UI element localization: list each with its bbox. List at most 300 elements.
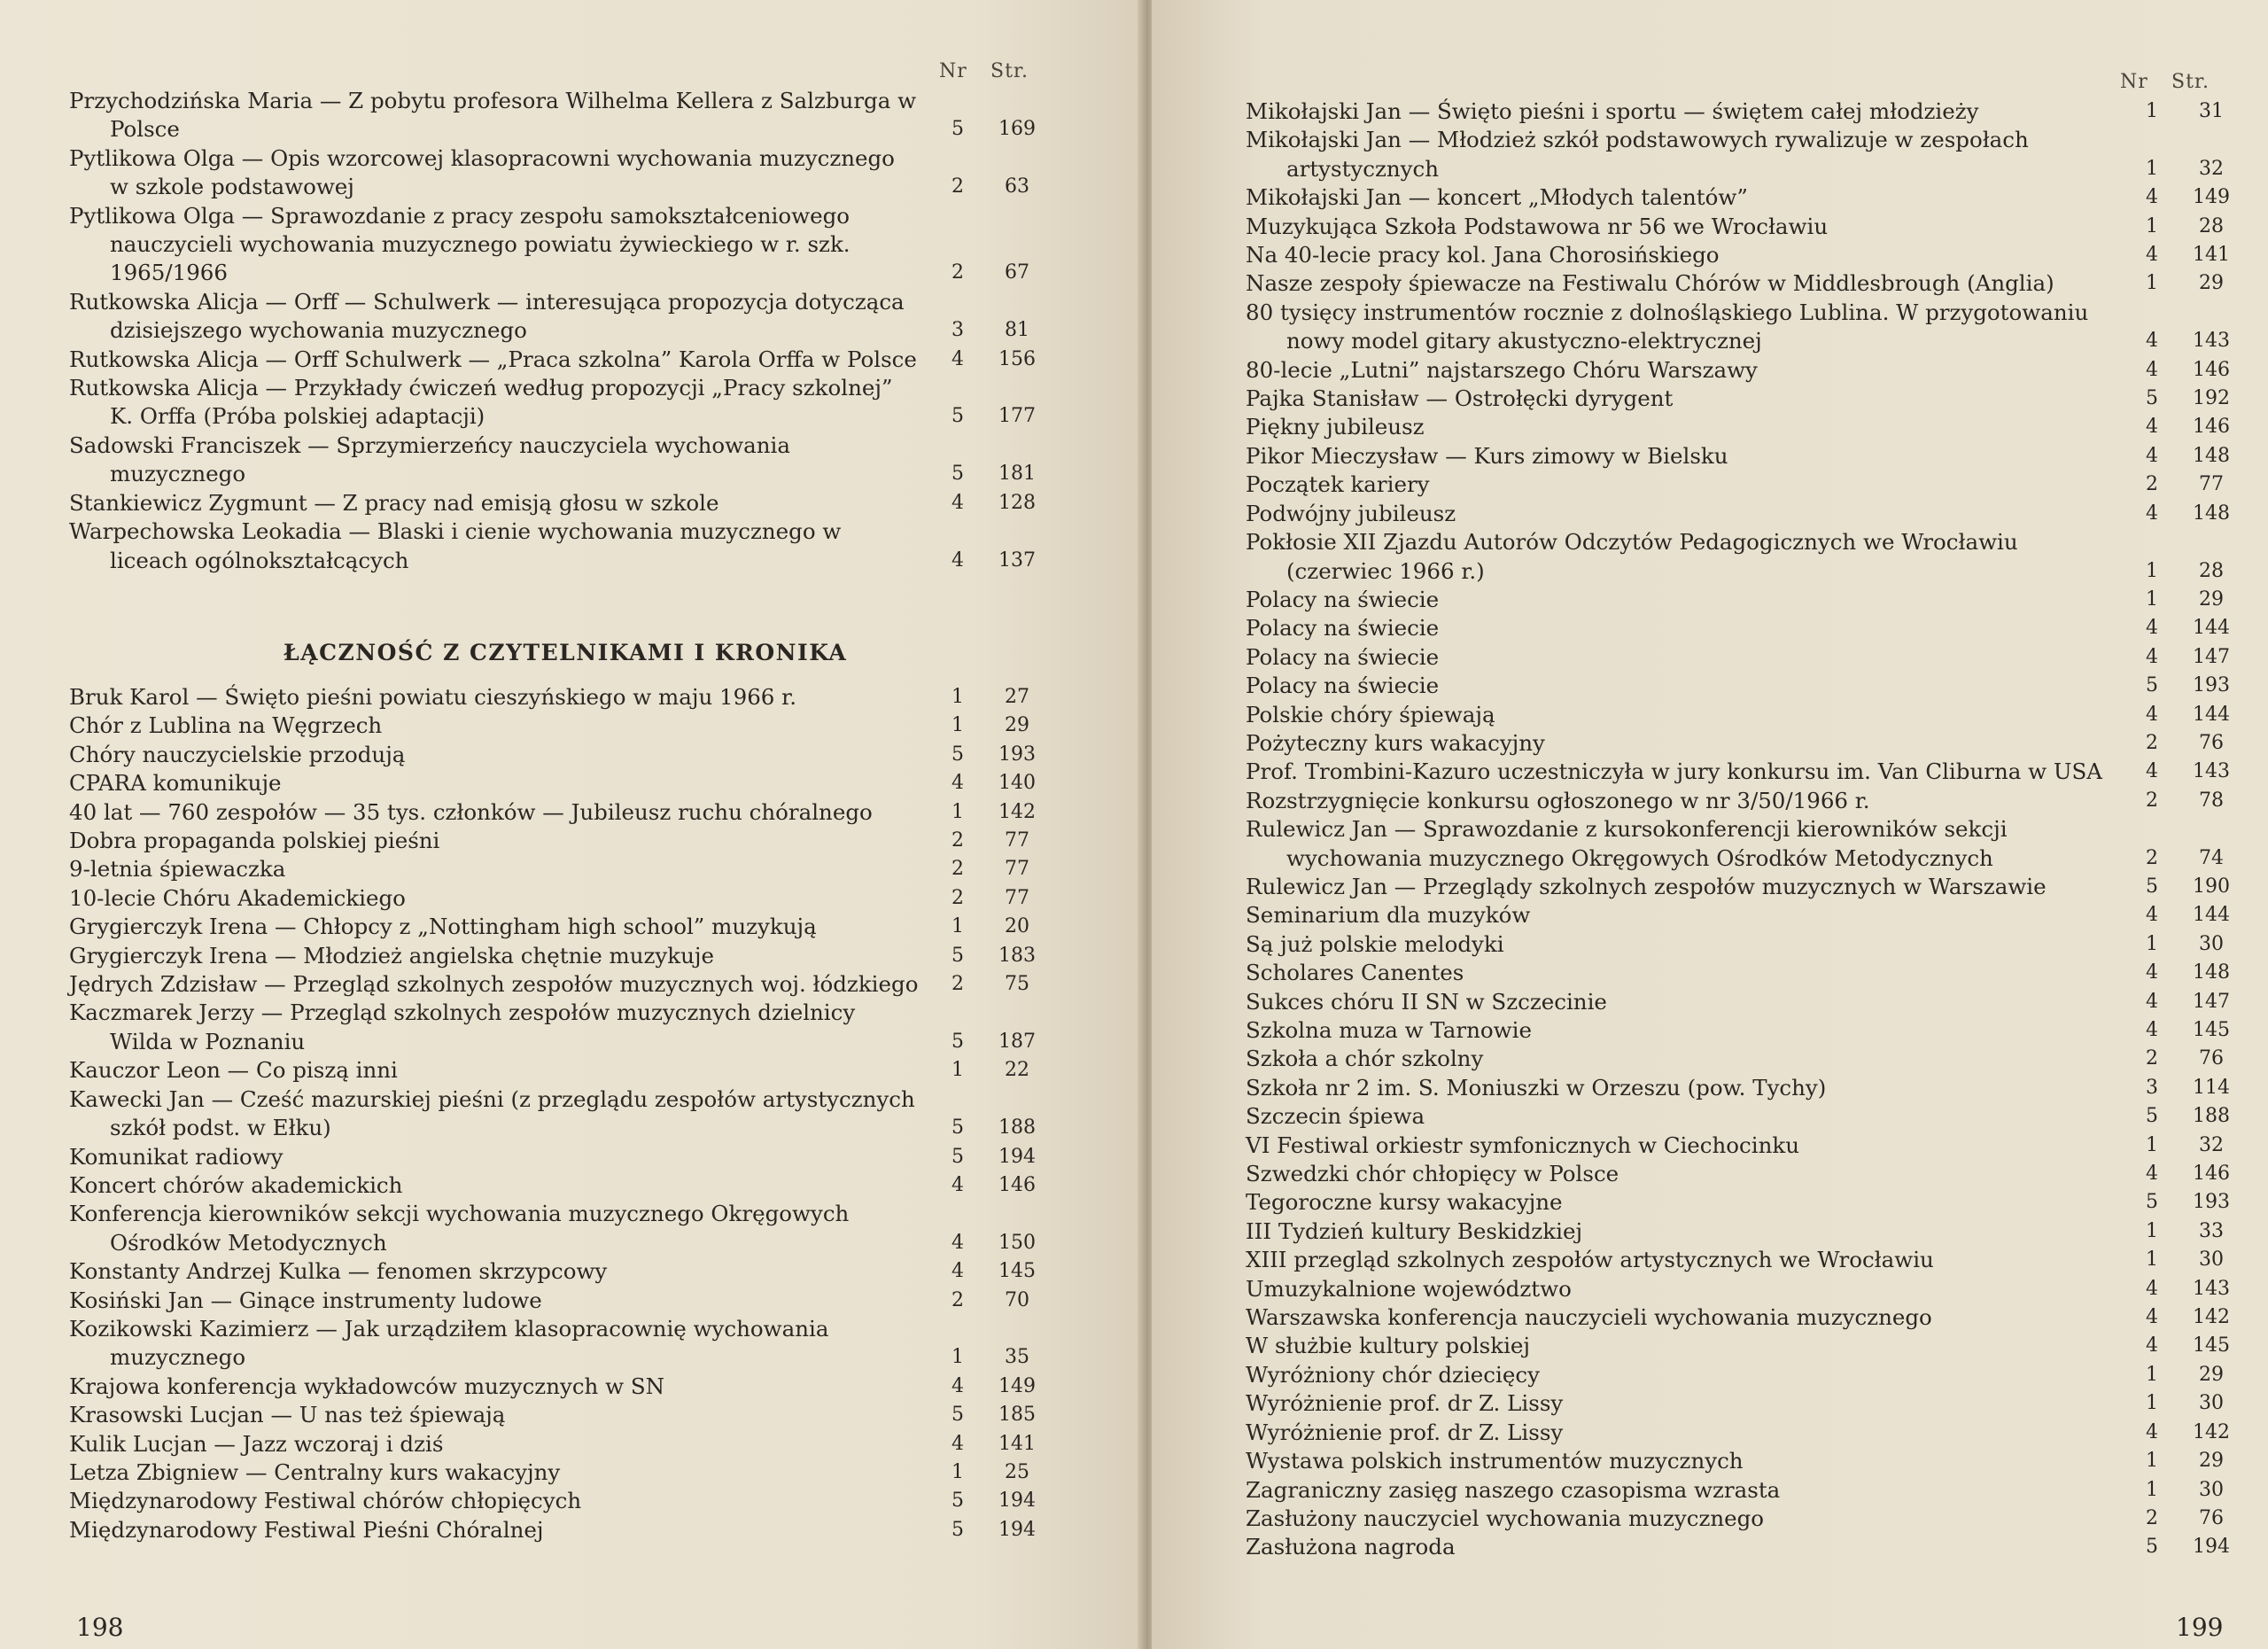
entry-title: Chór z Lublina na Węgrzech	[69, 712, 383, 739]
index-entry	[1246, 1389, 2247, 1418]
index-entry	[1246, 269, 2247, 298]
entry-page-number: 150	[998, 1231, 1036, 1254]
entry-page-number: 183	[998, 944, 1036, 967]
entry-page-number: 193	[2193, 674, 2230, 697]
entry-issue-number: 2	[951, 858, 964, 881]
entry-issue-number: 4	[951, 1173, 964, 1196]
index-entry	[69, 1401, 1052, 1429]
index-entry	[1246, 873, 2247, 901]
entry-issue-number: 5	[951, 405, 964, 428]
entry-page-number: 77	[1005, 886, 1029, 909]
entry-page-number: 29	[2199, 587, 2224, 611]
entry-issue-number: 4	[2146, 703, 2158, 726]
entry-title: Polskie chóry śpiewają	[1246, 701, 1495, 727]
index-entry	[1246, 299, 2247, 356]
entry-title: Tegoroczne kursy wakacyjne	[1246, 1189, 1563, 1216]
index-entry	[1246, 1275, 2247, 1303]
entry-title: Szkoła nr 2 im. S. Moniuszki w Orzeszu (pow. Tychy)	[1246, 1074, 1827, 1101]
entry-issue-number: 5	[2146, 387, 2158, 410]
entry-page-number: 142	[998, 800, 1036, 823]
entry-issue-number: 4	[951, 1374, 964, 1397]
entry-title: Rulewicz Jan — Przeglądy szkolnych zespołów muzycznych w Warszawie	[1246, 873, 2047, 899]
entry-page-number: 148	[2193, 444, 2230, 467]
index-entry	[1246, 1476, 2247, 1505]
index-entry	[69, 144, 1052, 202]
entry-page-number: 146	[2193, 358, 2230, 381]
entry-page-number: 78	[2199, 789, 2224, 812]
index-entry	[69, 683, 1052, 712]
entry-page-number: 29	[2199, 1363, 2224, 1386]
index-entry	[69, 913, 1052, 941]
entry-page-number: 190	[2193, 875, 2230, 898]
entry-issue-number: 4	[2146, 244, 2158, 267]
entry-page-number: 141	[2193, 244, 2230, 267]
index-entry	[69, 87, 1052, 144]
entry-page-number: 193	[2193, 1191, 2230, 1214]
entry-page-number: 76	[2199, 731, 2224, 754]
entry-title: Zagraniczny zasięg naszego czasopisma wzrasta	[1246, 1476, 1781, 1503]
column-headers-left	[939, 60, 1042, 82]
entry-page-number: 30	[2199, 1248, 2224, 1272]
index-entry	[1246, 442, 2247, 471]
entry-page-number: 27	[1005, 686, 1029, 708]
entry-page-number: 137	[998, 548, 1036, 572]
entry-issue-number: 5	[951, 944, 964, 967]
entry-issue-number: 1	[2146, 214, 2158, 237]
entry-issue-number: 5	[951, 1404, 964, 1427]
entry-issue-number: 4	[2146, 1420, 2158, 1443]
entry-issue-number: 2	[2146, 1047, 2158, 1070]
index-entry	[1246, 1160, 2247, 1188]
index-entry	[69, 1257, 1052, 1286]
entry-title: Pożyteczny kurs wakacyjny	[1246, 729, 1545, 756]
entry-title: Wyróżnienie prof. dr Z. Lissy	[1246, 1419, 1564, 1445]
entry-issue-number: 4	[2146, 645, 2158, 668]
entry-issue-number: 4	[951, 1432, 964, 1455]
index-entry	[69, 970, 1052, 999]
entry-page-number: 181	[998, 463, 1036, 486]
entry-title: Mikołajski Jan — koncert „Młodych talentów”	[1246, 184, 1748, 211]
entry-issue-number: 4	[2146, 990, 2158, 1013]
index-entry	[69, 1458, 1052, 1487]
index-entry	[69, 346, 1052, 374]
entry-title: Kozikowski Kazimierz — Jak urządziłem klasopracownię wychowania muzycznego	[69, 1315, 829, 1371]
entry-issue-number: 1	[951, 1346, 964, 1369]
entry-issue-number: 2	[951, 175, 964, 198]
entry-title: Scholares Canentes	[1246, 960, 1464, 986]
entry-title: Polacy na świecie	[1246, 673, 1440, 699]
entry-issue-number: 5	[951, 118, 964, 141]
index-entry	[69, 1373, 1052, 1401]
entry-issue-number: 4	[951, 491, 964, 514]
entry-page-number: 76	[2199, 1047, 2224, 1070]
entry-page-number: 194	[998, 1145, 1036, 1168]
entry-title: Grygierczyk Irena — Młodzież angielska chętnie muzykuje	[69, 942, 714, 968]
entry-title: Pytlikowa Olga — Opis wzorcowej klasopracowni wychowania muzycznego w szkole podstawowej	[69, 144, 895, 200]
entry-title: Pikor Mieczysław — Kurs zimowy w Bielsku	[1246, 442, 1728, 469]
entry-page-number: 74	[2199, 846, 2224, 869]
entry-title: Rutkowska Alicja — Orff Schulwerk — „Praca szkolna” Karola Orffa w Polsce	[69, 346, 917, 372]
index-list-continued	[1246, 97, 2247, 1562]
index-entry	[69, 202, 1052, 288]
entry-page-number: 114	[2193, 1076, 2230, 1099]
entry-page-number: 22	[1005, 1059, 1029, 1082]
entry-page-number: 149	[2193, 186, 2230, 209]
entry-title: III Tydzień kultury Beskidzkiej	[1246, 1217, 1583, 1244]
nr-header: Nr	[939, 60, 967, 82]
entry-issue-number: 4	[2146, 358, 2158, 381]
entry-title: Rutkowska Alicja — Przykłady ćwiczeń według propozycji „Pracy szkolnej” K. Orffa (Próba polskiej adaptacji)	[69, 375, 893, 430]
index-entry	[1246, 1246, 2247, 1274]
entry-page-number: 81	[1005, 319, 1029, 342]
index-entry	[69, 798, 1052, 827]
entry-page-number: 76	[2199, 1506, 2224, 1529]
entry-page-number: 142	[2193, 1306, 2230, 1329]
entry-title: Szkoła a chór szkolny	[1246, 1046, 1484, 1072]
entry-title: CPARA komunikuje	[69, 770, 282, 797]
entry-title: Sadowski Franciszek — Sprzymierzeńcy nauczyciela wychowania muzycznego	[69, 432, 790, 487]
index-entry	[1246, 356, 2247, 385]
str-header: Str.	[990, 60, 1029, 82]
entry-title: Nasze zespoły śpiewacze na Festiwalu Chórów w Middlesbrough (Anglia)	[1246, 270, 2054, 297]
index-entry	[1246, 758, 2247, 786]
page-number-left: 198	[76, 1613, 124, 1642]
index-entry	[1246, 1045, 2247, 1073]
entry-page-number: 146	[2193, 416, 2230, 439]
index-entry	[1246, 385, 2247, 413]
entry-page-number: 30	[2199, 1478, 2224, 1501]
index-entry	[1246, 1505, 2247, 1533]
index-entry	[1246, 729, 2247, 758]
entry-page-number: 193	[998, 743, 1036, 766]
entry-title: Rutkowska Alicja — Orff — Schulwerk — interesująca propozycja dotycząca dzisiejszego wychowania muzycznego	[69, 288, 905, 344]
entry-title: Komunikat radiowy	[69, 1143, 284, 1170]
entry-issue-number: 5	[2146, 1105, 2158, 1128]
entry-issue-number: 1	[2146, 1133, 2158, 1156]
section-title: ŁĄCZNOŚĆ Z CZYTELNIKAMI I KRONIKA	[284, 640, 848, 665]
entry-issue-number: 4	[2146, 444, 2158, 467]
entry-page-number: 146	[2193, 1163, 2230, 1186]
entry-issue-number: 4	[2146, 961, 2158, 984]
entry-issue-number: 1	[951, 1059, 964, 1082]
entry-page-number: 20	[1005, 915, 1029, 938]
entry-issue-number: 3	[951, 319, 964, 342]
index-entry	[69, 1085, 1052, 1143]
entry-page-number: 185	[998, 1404, 1036, 1427]
index-entry	[1246, 183, 2247, 212]
entry-title: Mikołajski Jan — Święto pieśni i sportu — świętem całej młodzieży	[1246, 98, 1979, 124]
entry-title: Koncert chórów akademickich	[69, 1171, 403, 1198]
entry-page-number: 145	[998, 1260, 1036, 1283]
index-entry	[69, 1487, 1052, 1515]
index-entry	[69, 489, 1052, 517]
entry-page-number: 30	[2199, 932, 2224, 955]
entry-title: Kosiński Jan — Ginące instrumenty ludowe	[69, 1287, 542, 1313]
entry-issue-number: 4	[2146, 617, 2158, 640]
entry-page-number: 194	[2193, 1536, 2230, 1559]
entry-title: Wyróżnienie prof. dr Z. Lissy	[1246, 1390, 1564, 1417]
entry-issue-number: 2	[2146, 473, 2158, 496]
index-entry	[1246, 815, 2247, 873]
entry-page-number: 177	[998, 405, 1036, 428]
index-entry	[1246, 787, 2247, 815]
index-entry	[1246, 930, 2247, 959]
index-entry	[69, 712, 1052, 740]
entry-issue-number: 5	[2146, 674, 2158, 697]
entry-page-number: 148	[2193, 502, 2230, 525]
entry-page-number: 145	[2193, 1334, 2230, 1357]
entry-page-number: 29	[2199, 272, 2224, 295]
index-entry	[1246, 241, 2247, 269]
str-header: Str.	[2171, 71, 2210, 93]
index-entry	[69, 517, 1052, 575]
entry-title: Grygierczyk Irena — Chłopcy z „Nottingham high school” muzykują	[69, 914, 817, 940]
entry-issue-number: 5	[951, 463, 964, 486]
entry-issue-number: 1	[2146, 1363, 2158, 1386]
entry-title: 10-lecie Chóru Akademickiego	[69, 884, 406, 911]
entry-page-number: 30	[2199, 1392, 2224, 1415]
entry-issue-number: 5	[951, 743, 964, 766]
entry-title: Seminarium dla muzyków	[1246, 902, 1531, 929]
entry-title: W służbie kultury polskiej	[1246, 1333, 1531, 1359]
entry-title: Sukces chóru II SN w Szczecinie	[1246, 988, 1607, 1015]
entry-issue-number: 5	[951, 1145, 964, 1168]
index-entry	[1246, 901, 2247, 930]
index-entry	[1246, 586, 2247, 614]
entry-page-number: 144	[2193, 904, 2230, 927]
index-entry	[1246, 528, 2247, 586]
entry-page-number: 32	[2199, 1133, 2224, 1156]
index-entry	[1246, 1217, 2247, 1246]
entry-title: Polacy na świecie	[1246, 643, 1440, 670]
entry-issue-number: 5	[951, 1490, 964, 1513]
entry-issue-number: 1	[2146, 1392, 2158, 1415]
index-entry	[1246, 1303, 2247, 1332]
entry-page-number: 70	[1005, 1288, 1029, 1311]
entry-page-number: 33	[2199, 1219, 2224, 1242]
entry-title: Prof. Trombini-Kazuro uczestniczyła w jury konkursu im. Van Cliburna w USA	[1246, 758, 2102, 785]
entry-title: Kawecki Jan — Cześć mazurskiej pieśni (z przeglądu zespołów artystycznych szkół podst. w Ełku)	[69, 1085, 915, 1141]
entry-title: Bruk Karol — Święto pieśni powiatu cieszyńskiego w maju 1966 r.	[69, 684, 796, 710]
index-entry	[1246, 701, 2247, 729]
entry-title: Krasowski Lucjan — U nas też śpiewają	[69, 1402, 506, 1428]
entry-issue-number: 2	[951, 1288, 964, 1311]
entry-title: Konferencja kierowników sekcji wychowania muzycznego Okręgowych Ośrodków Metodycznych	[69, 1201, 850, 1256]
entry-page-number: 143	[2193, 1277, 2230, 1300]
index-entry	[1246, 988, 2247, 1016]
entry-page-number: 156	[998, 347, 1036, 370]
entry-issue-number: 4	[2146, 416, 2158, 439]
index-entry	[1246, 1188, 2247, 1217]
entry-title: Zasłużony nauczyciel wychowania muzycznego	[1246, 1505, 1765, 1531]
entry-title: Kauczor Leon — Co piszą inni	[69, 1057, 398, 1084]
entry-issue-number: 1	[2146, 1248, 2158, 1272]
index-entry	[69, 374, 1052, 432]
index-entry	[1246, 1132, 2247, 1160]
entry-issue-number: 1	[2146, 1478, 2158, 1501]
entry-page-number: 35	[1005, 1346, 1029, 1369]
entry-page-number: 128	[998, 491, 1036, 514]
index-entry	[69, 1516, 1052, 1544]
index-entry	[69, 1430, 1052, 1458]
entry-title: 80 tysięcy instrumentów rocznie z dolnośląskiego Lublina. W przygotowaniu nowy model gitary akustyczno-elektrycznej	[1246, 299, 2089, 354]
entry-page-number: 188	[998, 1116, 1036, 1140]
entry-page-number: 192	[2193, 387, 2230, 410]
entry-issue-number: 1	[951, 686, 964, 708]
entry-page-number: 29	[1005, 714, 1029, 737]
index-list-chronicle	[69, 683, 1052, 1544]
entry-title: Muzykująca Szkoła Podstawowa nr 56 we Wrocławiu	[1246, 213, 1829, 239]
entry-page-number: 32	[2199, 157, 2224, 180]
entry-title: Warpechowska Leokadia — Blaski i cienie wychowania muzycznego w liceach ogólnokształcących	[69, 518, 842, 573]
entry-title: XIII przegląd szkolnych zespołów artystycznych we Wrocławiu	[1246, 1247, 1934, 1273]
entry-issue-number: 4	[2146, 904, 2158, 927]
entry-title: Kaczmarek Jerzy — Przegląd szkolnych zespołów muzycznych dzielnicy Wilda w Poznaniu	[69, 1000, 856, 1054]
entry-title: Szwedzki chór chłopięcy w Polsce	[1246, 1161, 1619, 1187]
index-entry	[69, 1287, 1052, 1315]
entry-title: Stankiewicz Zygmunt — Z pracy nad emisją głosu w szkole	[69, 489, 719, 516]
index-entry	[1246, 1016, 2247, 1045]
entry-issue-number: 4	[2146, 1019, 2158, 1041]
index-entry	[1246, 959, 2247, 987]
entry-title: Wyróżniony chór dziecięcy	[1246, 1361, 1540, 1388]
entry-page-number: 141	[998, 1432, 1036, 1455]
entry-issue-number: 1	[2146, 272, 2158, 295]
entry-page-number: 147	[2193, 645, 2230, 668]
entry-issue-number: 1	[951, 714, 964, 737]
entry-issue-number: 4	[2146, 502, 2158, 525]
index-entry	[69, 769, 1052, 797]
page-number-right: 199	[2176, 1613, 2224, 1642]
entry-title: 80-lecie „Lutni” najstarszego Chóru Warszawy	[1246, 356, 1758, 383]
entry-page-number: 28	[2199, 214, 2224, 237]
index-entry	[1246, 1447, 2247, 1475]
index-entry	[69, 1315, 1052, 1373]
index-entry	[69, 999, 1052, 1056]
entry-issue-number: 2	[2146, 846, 2158, 869]
index-entry	[69, 1143, 1052, 1171]
entry-page-number: 63	[1005, 175, 1029, 198]
entry-page-number: 77	[2199, 473, 2224, 496]
entry-title: Polacy na świecie	[1246, 586, 1440, 612]
entry-page-number: 29	[2199, 1450, 2224, 1473]
entry-issue-number: 2	[951, 829, 964, 852]
index-entry	[1246, 614, 2247, 642]
entry-issue-number: 1	[2146, 1219, 2158, 1242]
entry-title: Szczecin śpiewa	[1246, 1103, 1425, 1130]
entry-page-number: 77	[1005, 829, 1029, 852]
entry-title: 40 lat — 760 zespołów — 35 tys. członków — Jubileusz ruchu chóralnego	[69, 798, 873, 825]
entry-title: Przychodzińska Maria — Z pobytu profesora Wilhelma Kellera z Salzburga w Polsce	[69, 88, 917, 143]
entry-title: Mikołajski Jan — Młodzież szkół podstawowych rywalizuje w zespołach artystycznych	[1246, 127, 2029, 182]
entry-page-number: 148	[2193, 961, 2230, 984]
entry-issue-number: 4	[951, 772, 964, 795]
entry-issue-number: 2	[2146, 789, 2158, 812]
entry-issue-number: 1	[951, 915, 964, 938]
entry-page-number: 140	[998, 772, 1036, 795]
entry-title: Na 40-lecie pracy kol. Jana Chorosińskiego	[1246, 242, 1720, 268]
index-entry	[1246, 500, 2247, 528]
right-page	[1152, 0, 2268, 1649]
entry-title: Wystawa polskich instrumentów muzycznych	[1246, 1448, 1744, 1474]
entry-title: Szkolna muza w Tarnowie	[1246, 1017, 1532, 1043]
entry-issue-number: 4	[2146, 760, 2158, 783]
entry-issue-number: 4	[2146, 186, 2158, 209]
entry-title: Warszawska konferencja nauczycieli wychowania muzycznego	[1246, 1304, 1932, 1331]
entry-page-number: 145	[2193, 1019, 2230, 1041]
entry-page-number: 194	[998, 1490, 1036, 1513]
index-entry	[1246, 97, 2247, 126]
entry-issue-number: 4	[951, 347, 964, 370]
entry-title: Zasłużona nagroda	[1246, 1534, 1456, 1560]
entry-issue-number: 4	[951, 548, 964, 572]
entry-title: Letza Zbigniew — Centralny kurs wakacyjny	[69, 1458, 561, 1485]
entry-title: Jędrych Zdzisław — Przegląd szkolnych zespołów muzycznych woj. łódzkiego	[69, 971, 919, 998]
entry-issue-number: 5	[2146, 1536, 2158, 1559]
entry-page-number: 67	[1005, 261, 1029, 284]
entry-title: VI Festiwal orkiestr symfonicznych w Ciechocinku	[1246, 1132, 1800, 1158]
entry-page-number: 143	[2193, 330, 2230, 353]
entry-title: Rulewicz Jan — Sprawozdanie z kursokonferencji kierowników sekcji wychowania muzycznego Okręgowych Ośrodków Metodycznych	[1246, 816, 2008, 871]
entry-title: Podwójny jubileusz	[1246, 500, 1456, 526]
entry-page-number: 142	[2193, 1420, 2230, 1443]
entry-issue-number: 1	[2146, 587, 2158, 611]
entry-issue-number: 5	[2146, 875, 2158, 898]
entry-issue-number: 4	[2146, 1306, 2158, 1329]
entry-title: Pytlikowa Olga — Sprawozdanie z pracy zespołu samokształceniowego nauczycieli wychowania muzycznego powiatu żywieckiego w r. szk. 1965/1966	[69, 202, 850, 286]
entry-page-number: 77	[1005, 858, 1029, 881]
entry-issue-number: 4	[951, 1231, 964, 1254]
entry-title: Międzynarodowy Festiwal Pieśni Chóralnej	[69, 1516, 544, 1543]
column-headers-right	[2120, 71, 2223, 93]
entry-title: Początek kariery	[1246, 471, 1430, 498]
entry-title: Piękny jubileusz	[1246, 414, 1425, 440]
index-entry	[1246, 643, 2247, 672]
entry-issue-number: 2	[951, 261, 964, 284]
index-entry	[69, 827, 1052, 855]
index-entry	[69, 855, 1052, 883]
entry-title: Chóry nauczycielskie przodują	[69, 741, 406, 767]
entry-title: Krajowa konferencja wykładowców muzycznych w SN	[69, 1373, 665, 1399]
index-entry	[1246, 126, 2247, 183]
entry-title: Pokłosie XII Zjazdu Autorów Odczytów Pedagogicznych we Wrocławiu (czerwiec 1966 r.)	[1246, 529, 2018, 584]
entry-issue-number: 1	[2146, 157, 2158, 180]
nr-header: Nr	[2120, 71, 2148, 93]
entry-issue-number: 3	[2146, 1076, 2158, 1099]
entry-page-number: 143	[2193, 760, 2230, 783]
entry-issue-number: 2	[951, 973, 964, 996]
entry-page-number: 75	[1005, 973, 1029, 996]
index-entry	[69, 1171, 1052, 1200]
entry-page-number: 147	[2193, 990, 2230, 1013]
entry-title: Międzynarodowy Festiwal chórów chłopięcych	[69, 1488, 582, 1514]
entry-issue-number: 4	[2146, 1163, 2158, 1186]
entry-issue-number: 2	[2146, 731, 2158, 754]
entry-issue-number: 5	[951, 1518, 964, 1541]
entry-issue-number: 4	[2146, 1277, 2158, 1300]
entry-page-number: 144	[2193, 617, 2230, 640]
entry-title: Konstanty Andrzej Kulka — fenomen skrzypcowy	[69, 1258, 608, 1285]
entry-issue-number: 1	[2146, 932, 2158, 955]
entry-issue-number: 1	[951, 1460, 964, 1483]
entry-issue-number: 2	[2146, 1506, 2158, 1529]
entry-page-number: 146	[998, 1173, 1036, 1196]
entry-issue-number: 1	[2146, 100, 2158, 122]
entry-page-number: 194	[998, 1518, 1036, 1541]
entry-title: Pajka Stanisław — Ostrołęcki dyrygent	[1246, 385, 1674, 412]
entry-issue-number: 4	[951, 1260, 964, 1283]
entry-page-number: 144	[2193, 703, 2230, 726]
